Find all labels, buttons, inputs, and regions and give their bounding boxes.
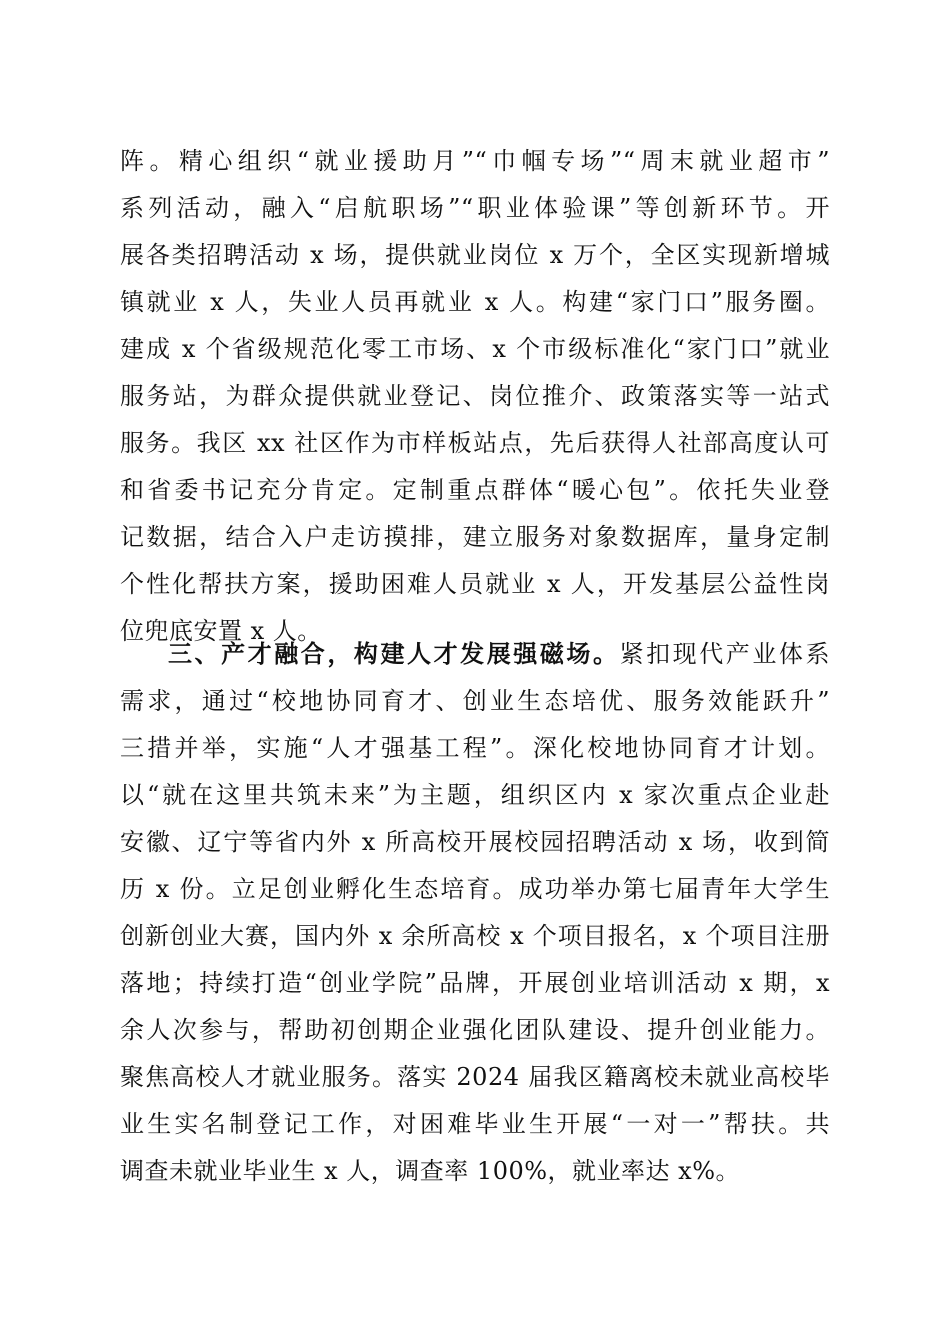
paragraph-line: 历 x 份。立足创业孵化生态培育。成功举办第七届青年大学生 [120,875,830,903]
paragraph-talent-development [120,631,830,1195]
paragraph-line: 位兜底安置 x 人。 [120,617,322,645]
paragraph-line: 阵。精心组织“就业援助月”“巾帼专场”“周末就业超市” [120,147,830,175]
paragraph-employment-services [120,138,830,655]
paragraph-first-line [120,631,830,678]
paragraph-line: 服务站，为群众提供就业登记、岗位推介、政策落实等一站式 [120,382,830,410]
paragraph-line: 系列活动，融入“启航职场”“职业体验课”等创新环节。开 [120,194,830,222]
paragraph-line: 三措并举，实施“人才强基工程”。深化校地协同育才计划。 [120,734,830,762]
paragraph-line: 创新创业大赛，国内外 x 余所高校 x 个项目报名，x 个项目注册 [120,922,830,950]
section-heading: 三、产才融合，构建人才发展强磁场。 [168,640,620,668]
paragraph-line: 服务。我区 xx 社区作为市样板站点，先后获得人社部高度认可 [120,429,830,457]
paragraph-line: 建成 x 个省级规范化零工市场、x 个市级标准化“家门口”就业 [120,335,830,363]
paragraph-line: 以“就在这里共筑未来”为主题，组织区内 x 家次重点企业赴 [120,781,830,809]
paragraph-line: 业生实名制登记工作，对困难毕业生开展“一对一”帮扶。共 [120,1110,830,1138]
paragraph-line: 镇就业 x 人，失业人员再就业 x 人。构建“家门口”服务圈。 [120,288,830,316]
paragraph-line: 和省委书记充分肯定。定制重点群体“暖心包”。依托失业登 [120,476,830,504]
paragraph-line: 需求，通过“校地协同育才、创业生态培优、服务效能跃升” [120,687,830,715]
paragraph-line: 展各类招聘活动 x 场，提供就业岗位 x 万个，全区实现新增城 [120,241,830,269]
paragraph-line: 记数据，结合入户走访摸排，建立服务对象数据库，量身定制 [120,523,830,551]
paragraph-line: 聚焦高校人才就业服务。落实 2024 届我区籍离校未就业高校毕 [120,1063,830,1091]
paragraph-line: 余人次参与，帮助初创期企业强化团队建设、提升创业能力。 [120,1016,830,1044]
paragraph-line: 调查未就业毕业生 x 人，调查率 100%，就业率达 x%。 [120,1157,741,1185]
paragraph-line: 安徽、辽宁等省内外 x 所高校开展校园招聘活动 x 场，收到简 [120,828,830,856]
paragraph-line: 个性化帮扶方案，援助困难人员就业 x 人，开发基层公益性岗 [120,570,830,598]
paragraph-line: 落地；持续打造“创业学院”品牌，开展创业培训活动 x 期，x [120,969,830,997]
heading-continuation: 紧扣现代产业体系 [619,640,830,668]
